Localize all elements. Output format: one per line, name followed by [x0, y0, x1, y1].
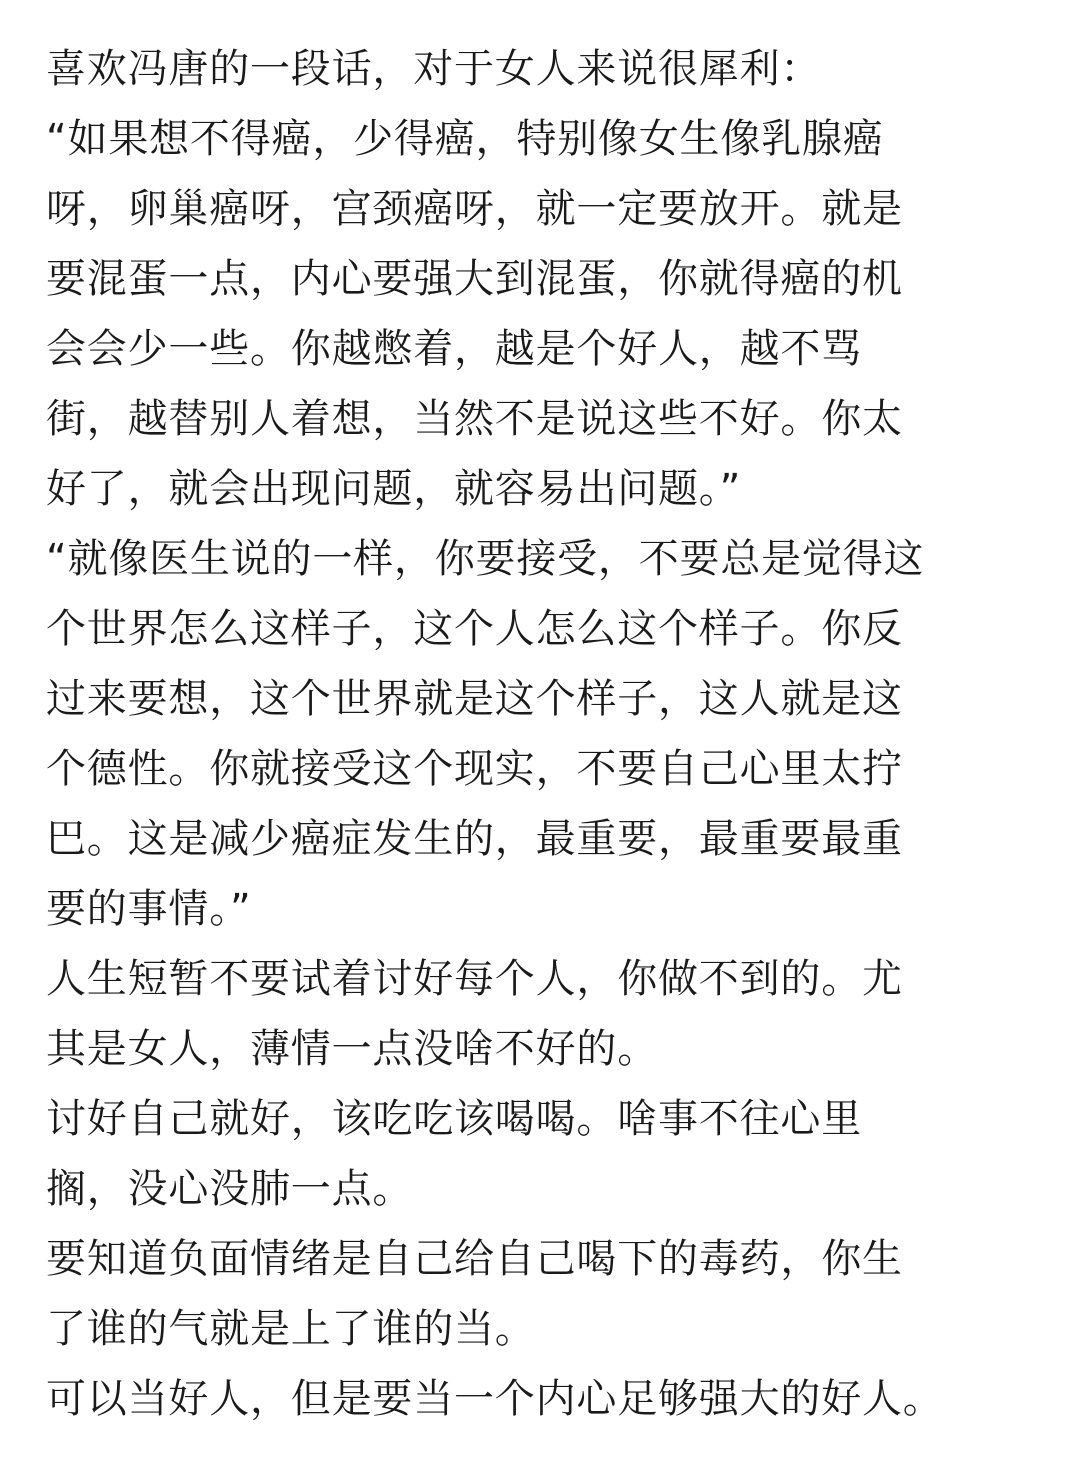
text-line-quote2: “就像医生说的一样，你要接受，不要总是觉得这 — [46, 536, 925, 582]
text-line-paragraph: 其是女人，薄情一点没啥不好的。 — [46, 1026, 658, 1072]
document-text — [46, 34, 1046, 1434]
text-line-quote2: 要的事情。” — [46, 886, 252, 932]
text-line-quote1: 呀，卵巢癌呀，宫颈癌呀，就一定要放开。就是 — [46, 186, 903, 232]
text-line-paragraph: 要知道负面情绪是自己给自己喝下的毒药，你生 — [46, 1236, 903, 1282]
text-line-quote2: 个德性。你就接受这个现实，不要自己心里太拧 — [46, 746, 903, 792]
text-line-quote1: “如果想不得癌，少得癌，特别像女生像乳腺癌 — [46, 116, 884, 162]
text-line-quote2: 过来要想，这个世界就是这个样子，这人就是这 — [46, 676, 903, 722]
text-line-paragraph: 了谁的气就是上了谁的当。 — [46, 1306, 536, 1352]
text-line-quote1: 街，越替别人着想，当然不是说这些不好。你太 — [46, 396, 903, 442]
text-line-quote2: 个世界怎么这样子，这个人怎么这个样子。你反 — [46, 606, 903, 652]
text-line-quote1: 要混蛋一点，内心要强大到混蛋，你就得癌的机 — [46, 256, 903, 302]
text-line-paragraph: 讨好自己就好，该吃吃该喝喝。啥事不往心里 — [46, 1096, 862, 1142]
text-line-quote1: 好了，就会出现问题，就容易出问题。” — [46, 466, 742, 512]
text-line-paragraph: 搁，没心没肺一点。 — [46, 1166, 414, 1212]
text-line-quote1: 会会少一些。你越憋着，越是个好人，越不骂 — [46, 326, 862, 372]
text-line-paragraph: 人生短暂不要试着讨好每个人，你做不到的。尤 — [46, 956, 903, 1002]
text-line-intro: 喜欢冯唐的一段话，对于女人来说很犀利： — [46, 46, 822, 92]
text-line-closing: 可以当好人，但是要当一个内心足够强大的好人。 — [46, 1376, 944, 1422]
text-line-quote2: 巴。这是减少癌症发生的，最重要，最重要最重 — [46, 816, 903, 862]
